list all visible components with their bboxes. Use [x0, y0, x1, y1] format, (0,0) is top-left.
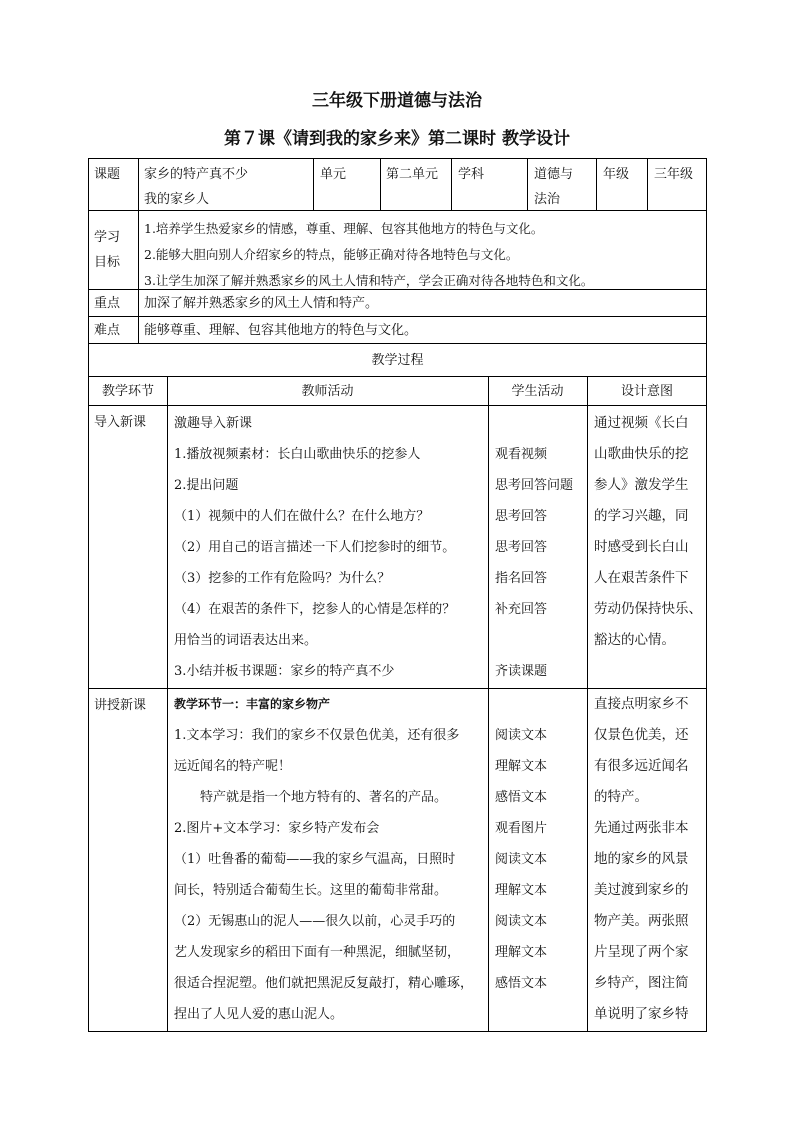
text-line: 齐读课题: [495, 664, 548, 679]
text-line: 物产美。两张照: [594, 913, 689, 929]
text-line: [495, 408, 573, 439]
text-line: 1.文本学习：我们的家乡不仅景色优美，还有很多: [174, 728, 460, 743]
difficulty-label: 难点: [94, 323, 121, 338]
lesson-design-intent: [594, 689, 689, 1030]
text-line: 直接点明家乡不: [594, 696, 689, 712]
text-line: 阅读文本: [495, 852, 548, 867]
subject-value-line: 法治: [534, 192, 561, 207]
text-line: 1.播放视频素材：长白山歌曲快乐的挖参人: [174, 447, 421, 462]
subject-label: 学科: [458, 167, 485, 182]
goals-label: [94, 229, 120, 271]
text-line: 人在艰苦条件下: [594, 570, 689, 586]
text-line: 指名回答: [495, 571, 548, 586]
text-line: （2）用自己的语言描述一下人们挖参时的细节。: [174, 540, 456, 555]
section-heading: 教学环节一：丰富的家乡物产: [174, 697, 331, 711]
text-line: 补充回答: [495, 602, 548, 617]
text-line: 2.提出问题: [174, 478, 239, 493]
goal-item: 3.让学生加深了解并熟悉家乡的风土人情和特产，学会正确对待各地特色和文化。: [144, 273, 594, 288]
text-line: 豁达的心情。: [594, 632, 675, 648]
text-line: 时感受到长白山: [594, 539, 689, 555]
text-line: 2.图片+文本学习：家乡特产发布会: [174, 821, 380, 836]
text-line: [495, 689, 547, 720]
text-line: 单说明了家乡特: [594, 1006, 689, 1022]
text-line: 理解文本: [495, 945, 548, 960]
text-line: 感悟文本: [495, 790, 548, 805]
col-header-stage: 教学环节: [101, 384, 154, 399]
text-line: [495, 625, 573, 656]
intro-design-intent: [594, 408, 702, 656]
text-line: 仅景色优美，还: [594, 727, 689, 743]
goal-item: 1.培养学生热爱家乡的情感，尊重、理解、包容其他地方的特色与文化。: [144, 221, 544, 236]
text-line: 阅读文本: [495, 728, 548, 743]
text-line: 捏出了人见人爱的惠山泥人。: [174, 1007, 344, 1022]
text-line: （1）吐鲁番的葡萄——我的家乡气温高，日照时: [174, 852, 456, 867]
text-line: 的特产。: [594, 789, 648, 805]
text-line: 山歌曲快乐的挖: [594, 446, 689, 462]
subject-value-line: 道德与: [534, 167, 574, 182]
text-line: 思考回答: [495, 509, 548, 524]
text-line: 地的家乡的风景: [594, 851, 689, 867]
text-line: 参人》激发学生: [594, 477, 689, 493]
grade-value: 三年级: [654, 167, 694, 182]
col-header-teacher: 教师活动: [301, 384, 354, 399]
text-line: （3）挖参的工作有危险吗？为什么？: [174, 571, 391, 586]
text-line: 观看图片: [495, 821, 548, 836]
text-line: 有很多远近闻名: [594, 758, 689, 774]
lesson-student-activity: [495, 689, 547, 999]
lesson-teacher-activity: [174, 689, 473, 1030]
col-header-design: 设计意图: [620, 384, 673, 399]
text-line: 乡特产，图注简: [594, 975, 689, 991]
text-line: 3.小结并板书课题：家乡的特产真不少: [174, 664, 395, 679]
text-line: （4）在艰苦的条件下，挖参人的心情是怎样的？: [174, 602, 456, 617]
topic-value-line: 家乡的特产真不少: [144, 167, 249, 182]
text-line: 感悟文本: [495, 976, 548, 991]
intro-student-activity: [495, 408, 573, 687]
stage-lesson: 讲授新课: [94, 698, 147, 713]
text-line: 很适合捏泥塑。他们就把黑泥反复敲打，精心雕琢，: [174, 976, 474, 991]
unit-label: 单元: [320, 167, 347, 182]
text-line: 理解文本: [495, 759, 548, 774]
text-line: 特产就是指一个地方特有的、著名的产品。: [174, 790, 448, 805]
lesson-title: 第７课《请到我的家乡来》第二课时 教学设计: [224, 129, 570, 149]
text-line: 思考回答: [495, 540, 548, 555]
document-title: 三年级下册道德与法治: [312, 91, 482, 111]
grade-label: 年级: [603, 167, 630, 182]
unit-value: 第二单元: [386, 167, 439, 182]
topic-value-line: 我的家乡人: [144, 192, 210, 207]
topic-label: 课题: [94, 167, 121, 182]
goals-label-line: 学习: [94, 230, 121, 245]
key-point-label: 重点: [94, 296, 121, 311]
text-line: 的学习兴趣，同: [594, 508, 689, 524]
text-line: 观看视频: [495, 447, 548, 462]
text-line: 片呈现了两个家: [594, 944, 689, 960]
text-line: 艺人发现家乡的稻田下面有一种黑泥，细腻坚韧，: [174, 945, 461, 960]
process-heading: 教学过程: [371, 353, 424, 368]
text-line: 先通过两张非本: [594, 820, 689, 836]
text-line: 通过视频《长白: [594, 415, 689, 431]
topic-value: [144, 166, 248, 208]
key-point-value: 加深了解并熟悉家乡的风土人情和特产。: [144, 296, 379, 311]
text-line: 用恰当的词语表达出来。: [174, 633, 318, 648]
text-line: 阅读文本: [495, 914, 548, 929]
text-line: （1）视频中的人们在做什么？在什么地方？: [174, 509, 430, 524]
text-line: 远近闻名的特产呢！: [174, 759, 292, 774]
stage-intro: 导入新课: [94, 415, 147, 430]
subject-value: [534, 166, 573, 208]
goals-list: [144, 216, 593, 294]
text-line: 激趣导入新课: [174, 416, 253, 431]
text-line: 理解文本: [495, 883, 548, 898]
text-line: 间长，特别适合葡萄生长。这里的葡萄非常甜。: [174, 883, 448, 898]
intro-teacher-activity: [174, 408, 455, 687]
text-line: （2）无锡惠山的泥人——很久以前，心灵手巧的: [174, 914, 456, 929]
difficulty-value: 能够尊重、理解、包容其他地方的特色与文化。: [144, 323, 418, 338]
text-line: 美过渡到家乡的: [594, 882, 689, 898]
col-header-student: 学生活动: [511, 384, 564, 399]
text-line: 劳动仍保持快乐、: [594, 601, 702, 617]
goals-label-line: 目标: [94, 255, 121, 270]
text-line: 思考回答问题: [495, 478, 574, 493]
goal-item: 2.能够大胆向别人介绍家乡的特点，能够正确对待各地特色与文化。: [144, 247, 519, 262]
